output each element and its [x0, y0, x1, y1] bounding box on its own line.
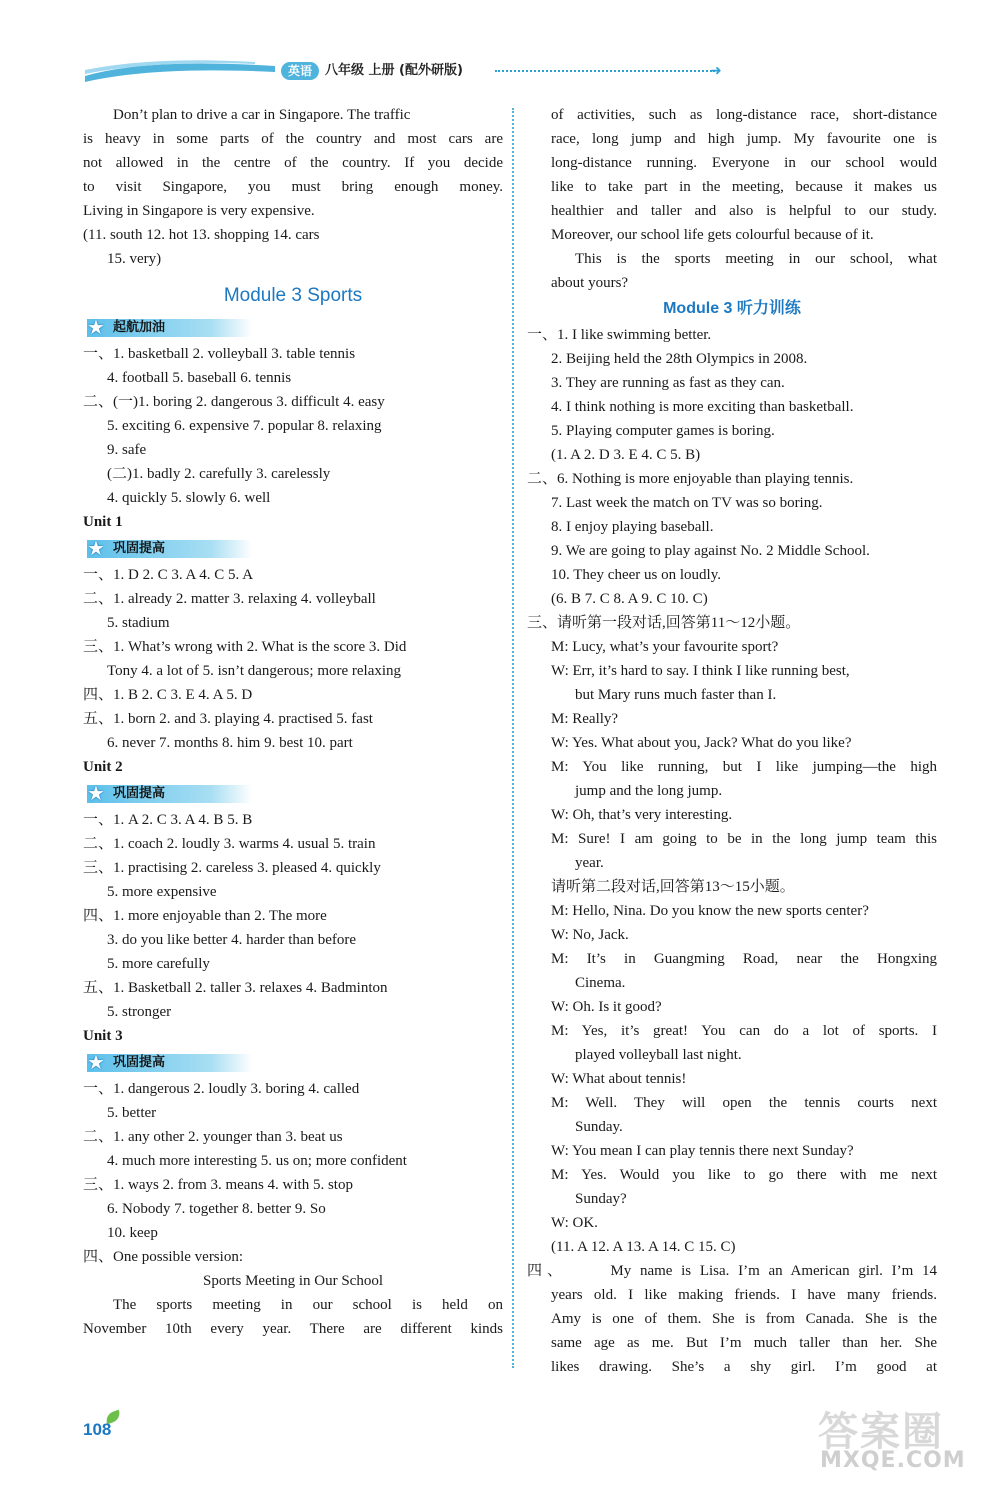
banner-label: 巩固提高 [113, 541, 166, 556]
subject-badge: 英语 [281, 62, 319, 80]
answer-line: 一、1. I like swimming better. [527, 327, 712, 343]
answer-line: 三、请听第一段对话,回答第11～12小题。 [527, 615, 801, 631]
section-banner [83, 315, 258, 341]
answer-line: 3. They are running as fast as they can. [551, 375, 785, 391]
answer-line: 三、1. What’s wrong with 2. What is the score 3. Did [83, 639, 407, 655]
answer-line: 5. stronger [107, 1004, 172, 1020]
answer-line: (11. A 12. A 13. A 14. C 15. C) [551, 1239, 736, 1255]
answer-line: 二、6. Nothing is more enjoyable than playing tennis. [527, 471, 854, 487]
answer-line: 5. Playing computer games is boring. [551, 423, 775, 439]
dialog-line: played volleyball last night. [575, 1047, 742, 1063]
unit-heading: Unit 2 [83, 759, 123, 775]
dialog-line: M: You like running, but I like jumping—the high [551, 759, 937, 775]
text-line: race, long jump and high jump. My favourite one is [551, 131, 937, 147]
left-column [83, 103, 503, 1341]
watermark-logo [800, 1400, 990, 1480]
text-line: not allowed in the centre of the country. If you decide [83, 155, 503, 171]
text-line: This is the sports meeting in our school, what [575, 251, 937, 267]
answer-line: 15. very) [107, 251, 162, 267]
answer-line: 10. keep [107, 1225, 158, 1241]
watermark-url: MXQE.COM [820, 1448, 966, 1473]
text-line: Amy is one of them. She is from Canada. She is the [551, 1311, 937, 1327]
section-label: 四、 [527, 1263, 567, 1279]
answer-line: (6. B 7. C 8. A 9. C 10. C) [551, 591, 708, 607]
dialog-line: M: Really? [551, 711, 619, 727]
arrow-right-icon: ➜ [710, 63, 722, 79]
dialog-line: but Mary runs much faster than I. [575, 687, 777, 703]
answer-line: 4. I think nothing is more exciting than basketball. [551, 399, 854, 415]
text-line: Moreover, our school life gets colourful because of it. [551, 227, 874, 243]
dialog-line: M: Lucy, what’s your favourite sport? [551, 639, 779, 655]
dialog-line: W: OK. [551, 1215, 598, 1231]
header-swoosh-icon [85, 56, 275, 82]
answer-line: 二、1. coach 2. loudly 3. warms 4. usual 5. train [83, 836, 376, 852]
dialog-line: W: Oh. Is it good? [551, 999, 662, 1015]
answer-line: (1. A 2. D 3. E 4. C 5. B) [551, 447, 701, 463]
answer-line: 3. do you like better 4. harder than before [107, 932, 357, 948]
answer-line: 二、1. any other 2. younger than 3. beat us [83, 1129, 343, 1145]
dialog-line: M: It’s in Guangming Road, near the Hongxing [551, 951, 937, 967]
answer-line: 5. more expensive [107, 884, 217, 900]
dialog-line: M: Sure! I am going to be in the long jump team this [551, 831, 937, 847]
dialog-line: W: Err, it’s hard to say. I think I like running best, [551, 663, 850, 679]
banner-label: 起航加油 [113, 320, 166, 335]
answer-line: (二)1. badly 2. carefully 3. carelessly [107, 466, 331, 482]
watermark-text: 答案圈 [818, 1409, 944, 1455]
text-line: Don’t plan to drive a car in Singapore. The traffic [113, 107, 411, 123]
dialog-line: jump and the long jump. [575, 783, 723, 799]
star-icon: ★ [87, 536, 105, 560]
answer-line: 一、1. dangerous 2. loudly 3. boring 4. called [83, 1081, 360, 1097]
dialog-line: year. [575, 855, 604, 871]
answer-line: 一、1. A 2. C 3. A 4. B 5. B [83, 812, 253, 828]
answer-line: 5. better [107, 1105, 157, 1121]
text-line: likes drawing. She’s a shy girl. I’m good at [551, 1359, 937, 1375]
answer-line: 四、1. more enjoyable than 2. The more [83, 908, 327, 924]
dialog-intro: 请听第二段对话,回答第13～15小题。 [551, 879, 795, 895]
section-banner [83, 781, 258, 807]
page-number: 108 [83, 1412, 127, 1446]
banner-label: 巩固提高 [113, 786, 166, 801]
page-header [85, 52, 722, 88]
dialog-line: W: You mean I can play tennis there next Sunday? [551, 1143, 854, 1159]
answer-line: 6. never 7. months 8. him 9. best 10. part [107, 735, 353, 751]
text-line: to visit Singapore, you must bring enough money. [83, 179, 503, 195]
text-line: November 10th every year. There are different kinds [83, 1321, 503, 1337]
module-title: Module 3 听力训练 [663, 300, 801, 317]
answer-line: 五、1. Basketball 2. taller 3. relaxes 4. Badminton [83, 980, 388, 996]
unit-heading: Unit 1 [83, 514, 123, 530]
text-line: healthier and taller and also is helpful to our study. [551, 203, 937, 219]
dialog-line: W: What about tennis! [551, 1071, 687, 1087]
answer-line: 7. Last week the match on TV was so boring. [551, 495, 823, 511]
text-line: years old. I like making friends. I have many friends. [551, 1287, 937, 1303]
dialog-line: Cinema. [575, 975, 626, 991]
text-line: same age as me. But I’m much taller than her. She [551, 1335, 937, 1351]
answer-line: 8. I enjoy playing baseball. [551, 519, 714, 535]
answer-line: 2. Beijing held the 28th Olympics in 2008. [551, 351, 808, 367]
answer-line: 10. They cheer us on loudly. [551, 567, 721, 583]
answer-line: 6. Nobody 7. together 8. better 9. So [107, 1201, 326, 1217]
answer-line: 5. stadium [107, 615, 170, 631]
answer-line: 三、1. practising 2. careless 3. pleased 4. quickly [83, 860, 381, 876]
module-title: Module 3 Sports [223, 285, 363, 306]
answer-line: 9. safe [107, 442, 147, 458]
answer-line: 二、1. already 2. matter 3. relaxing 4. volleyball [83, 591, 376, 607]
answer-line: 一、1. D 2. C 3. A 4. C 5. A [83, 567, 254, 583]
section-banner [83, 1050, 258, 1076]
star-icon: ★ [87, 781, 105, 805]
dialog-line: M: Yes, it’s great! You can do a lot of sports. I [551, 1023, 937, 1039]
answer-line: 9. We are going to play against No. 2 Middle School. [551, 543, 870, 559]
answer-line: 五、1. born 2. and 3. playing 4. practised 5. fast [83, 711, 373, 727]
column-divider [512, 108, 514, 1368]
text-span: My name is Lisa. I’m an American girl. I’m 14 [610, 1263, 937, 1279]
star-icon: ★ [87, 1050, 105, 1074]
answer-line: 一、1. basketball 2. volleyball 3. table tennis [83, 346, 356, 362]
text-line [527, 1259, 937, 1283]
dialog-line: M: Hello, Nina. Do you know the new sports center? [551, 903, 869, 919]
answer-line: 5. exciting 6. expensive 7. popular 8. relaxing [107, 418, 382, 434]
header-title: 八年级 上册 (配外研版) [325, 63, 463, 78]
answer-line: 4. football 5. baseball 6. tennis [107, 370, 292, 386]
unit-heading: Unit 3 [83, 1028, 123, 1044]
dialog-line: M: Well. They will open the tennis courts next [551, 1095, 937, 1111]
star-icon: ★ [87, 315, 105, 339]
answer-line: 四、1. B 2. C 3. E 4. A 5. D [83, 687, 253, 703]
essay-title: Sports Meeting in Our School [203, 1273, 383, 1289]
answer-line: 四、One possible version: [83, 1249, 243, 1265]
dialog-line: Sunday. [575, 1119, 623, 1135]
text-line: The sports meeting in our school is held on [113, 1297, 503, 1313]
dialog-line: Sunday? [575, 1191, 627, 1207]
banner-label: 巩固提高 [113, 1055, 166, 1070]
answer-line: 二、(一)1. boring 2. dangerous 3. difficult 4. easy [83, 394, 385, 410]
text-line: long-distance running. Everyone in our school would [551, 155, 937, 171]
dialog-line: W: Oh, that’s very interesting. [551, 807, 733, 823]
right-column [527, 103, 937, 1379]
answer-line: 三、1. ways 2. from 3. means 4. with 5. stop [83, 1177, 353, 1193]
answer-line: 4. much more interesting 5. us on; more confident [107, 1153, 407, 1169]
dialog-line: M: Yes. Would you like to go there with me next [551, 1167, 937, 1183]
text-line: is heavy in some parts of the country and most cars are [83, 131, 503, 147]
text-line: of activities, such as long-distance race, short-distance [551, 107, 937, 123]
header-dotted-line [495, 70, 715, 72]
dialog-line: W: Yes. What about you, Jack? What do you like? [551, 735, 852, 751]
text-line: Living in Singapore is very expensive. [83, 203, 315, 219]
dialog-line: W: No, Jack. [551, 927, 629, 943]
answer-line: (11. south 12. hot 13. shopping 14. cars [83, 227, 320, 243]
answer-line: 4. quickly 5. slowly 6. well [107, 490, 271, 506]
answer-line: Tony 4. a lot of 5. isn’t dangerous; more relaxing [107, 663, 402, 679]
text-line: like to take part in the meeting, because it makes us [551, 179, 937, 195]
section-banner [83, 536, 258, 562]
answer-line: 5. more carefully [107, 956, 210, 972]
text-line: about yours? [551, 275, 629, 291]
